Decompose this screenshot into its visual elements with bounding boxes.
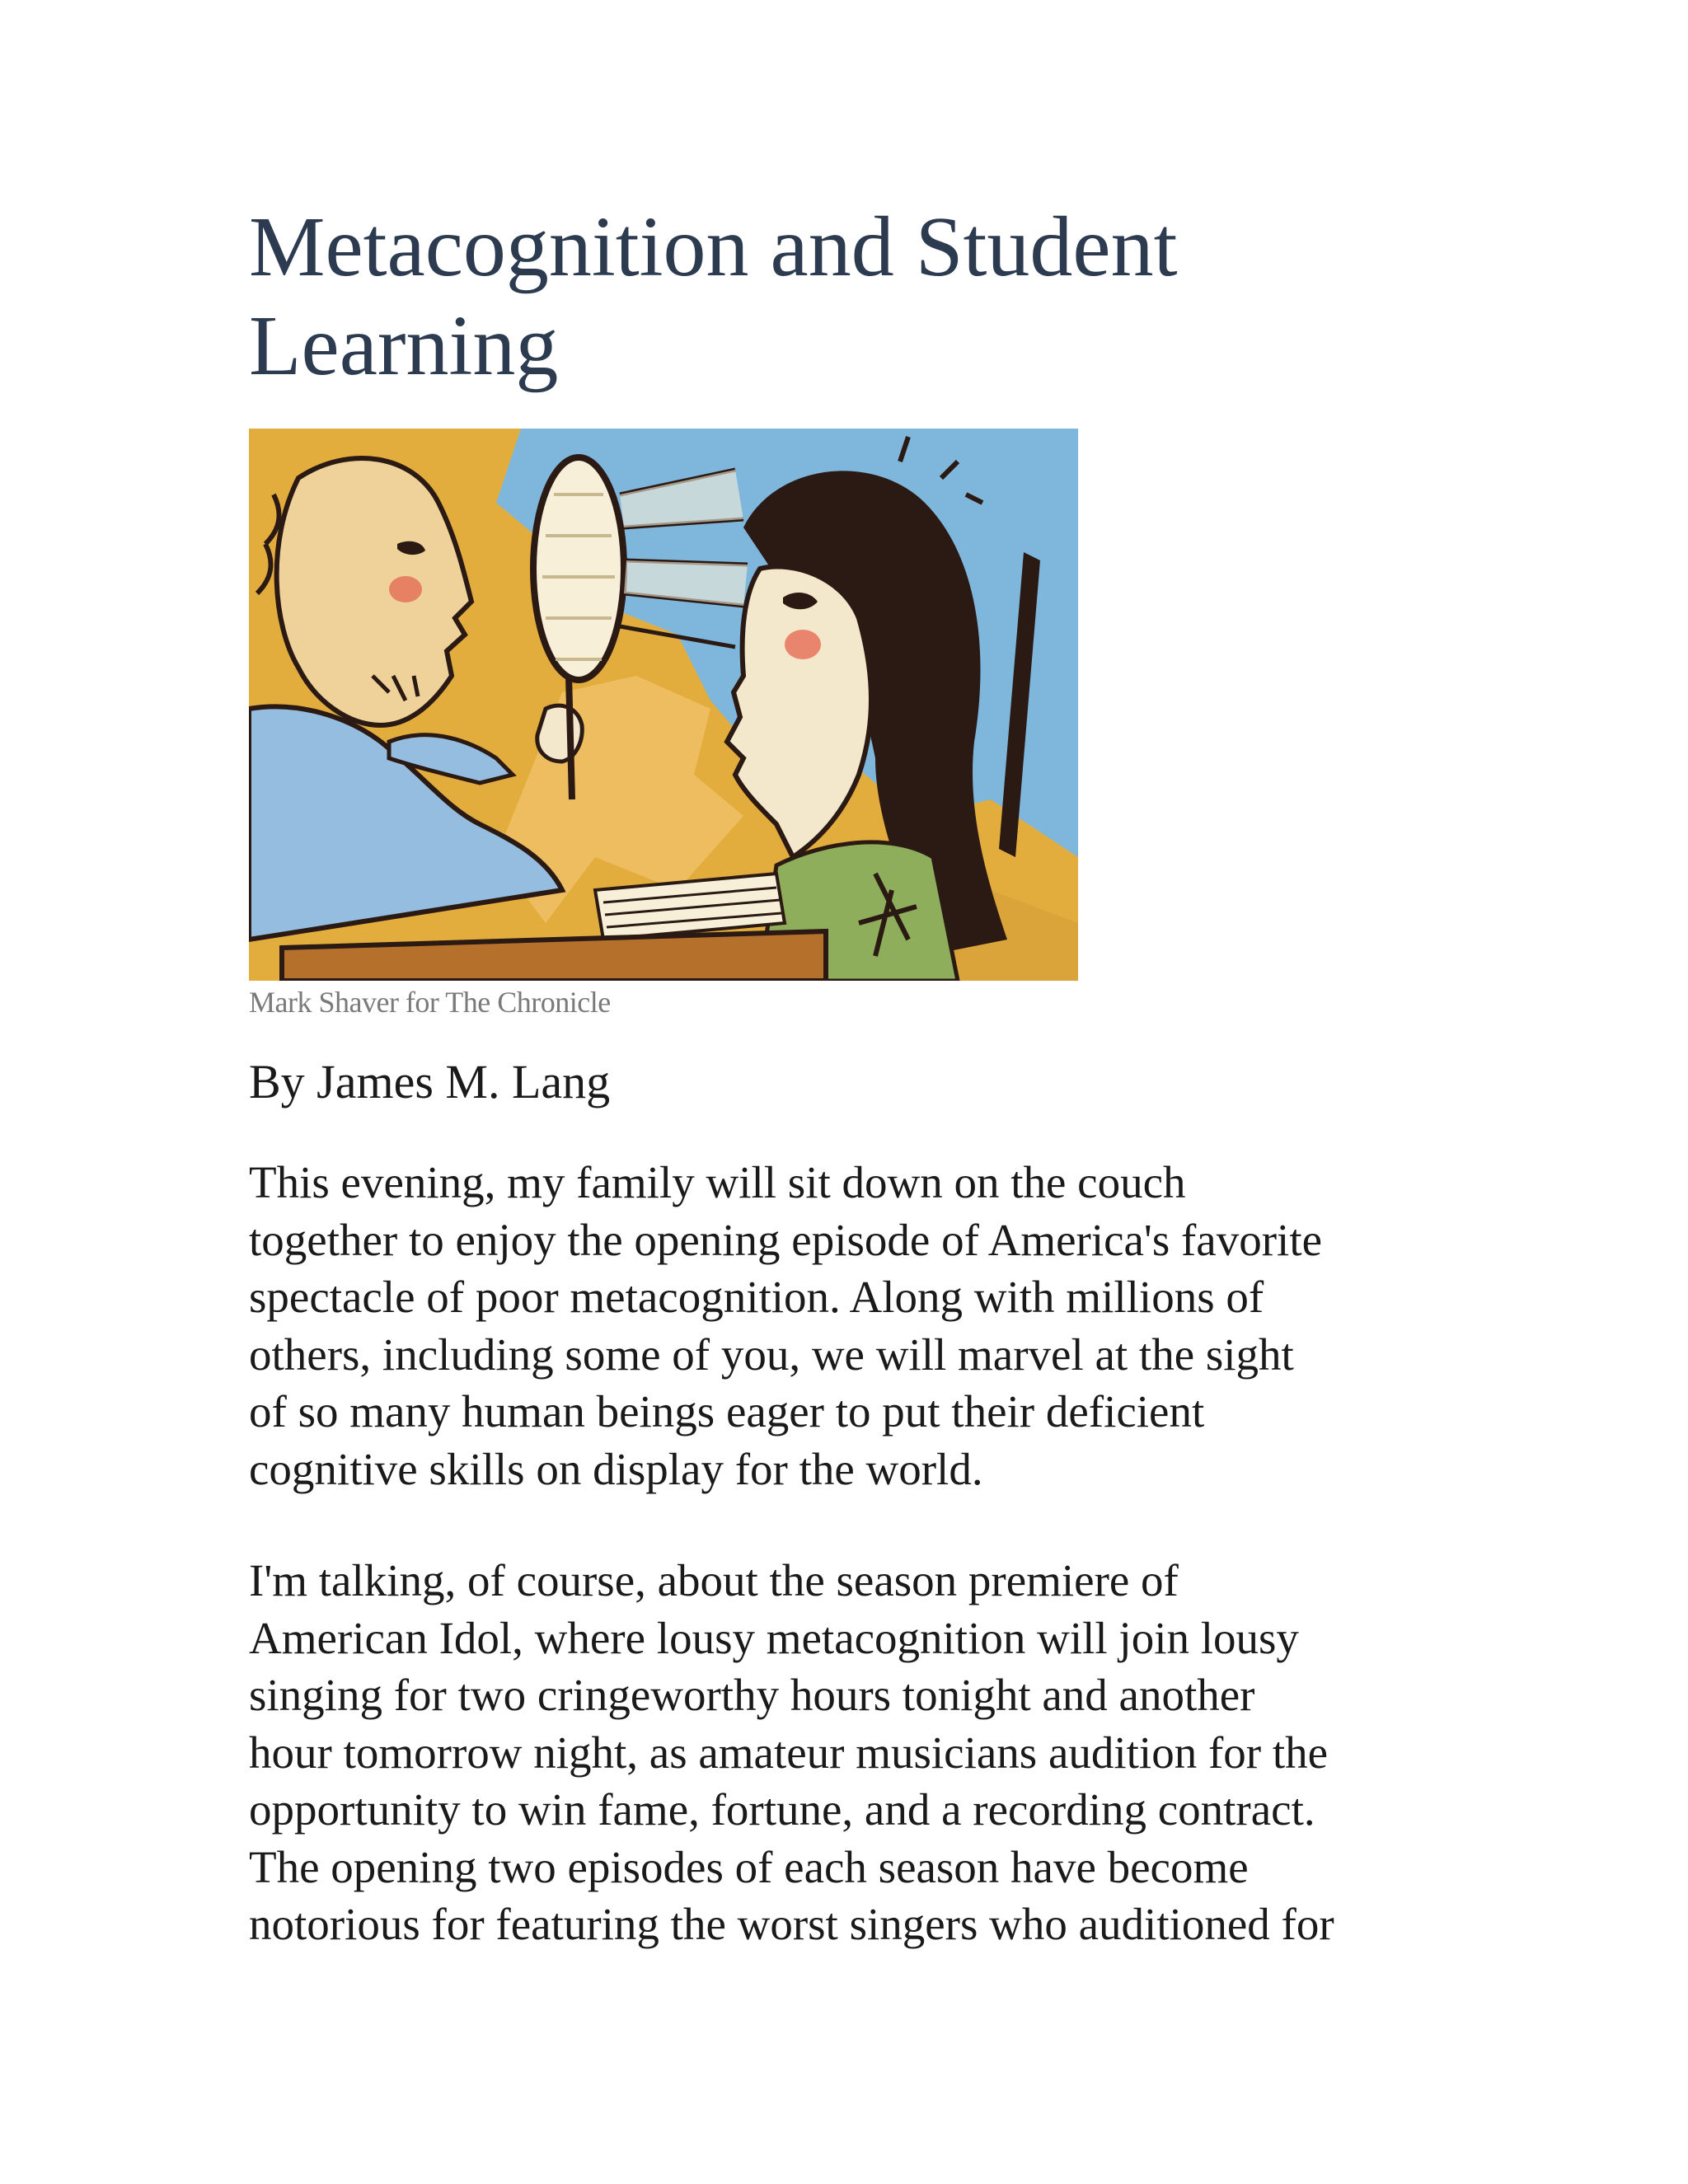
illustration-mirror xyxy=(533,457,624,680)
text-line: hour tomorrow night, as amateur musicians audition for the xyxy=(249,1727,1329,1778)
illustration-image xyxy=(249,429,1078,981)
text-line: spectacle of poor metacognition. Along with millions of xyxy=(249,1272,1264,1322)
text-line: singing for two cringeworthy hours tonight and another xyxy=(249,1670,1255,1720)
text-line: I'm talking, of course, about the season premiere of xyxy=(249,1555,1179,1605)
text-line: together to enjoy the opening episode of America's favorite xyxy=(249,1214,1323,1265)
text-line: opportunity to win fame, fortune, and a recording contract. xyxy=(249,1784,1315,1835)
text-line: cognitive skills on display for the world. xyxy=(249,1443,983,1494)
article-figure xyxy=(249,429,1078,1020)
text-line: others, including some of you, we will marvel at the sight xyxy=(249,1329,1294,1380)
article-byline: By James M. Lang xyxy=(249,1055,611,1108)
article xyxy=(249,198,1452,1999)
text-line: of so many human beings eager to put their deficient xyxy=(249,1386,1205,1436)
paragraph-2 xyxy=(249,1552,1452,1953)
text-line: The opening two episodes of each season have become xyxy=(249,1841,1249,1892)
image-caption: Mark Shaver for The Chronicle xyxy=(249,986,611,1019)
text-line: notorious for featuring the worst singers who auditioned for xyxy=(249,1899,1334,1949)
text-line: This evening, my family will sit down on the couch xyxy=(249,1157,1186,1207)
article-title: Metacognition and Student Learning xyxy=(249,199,1178,393)
paragraph-1 xyxy=(249,1154,1452,1497)
text-line: American Idol, where lousy metacognition will join lousy xyxy=(249,1612,1299,1663)
